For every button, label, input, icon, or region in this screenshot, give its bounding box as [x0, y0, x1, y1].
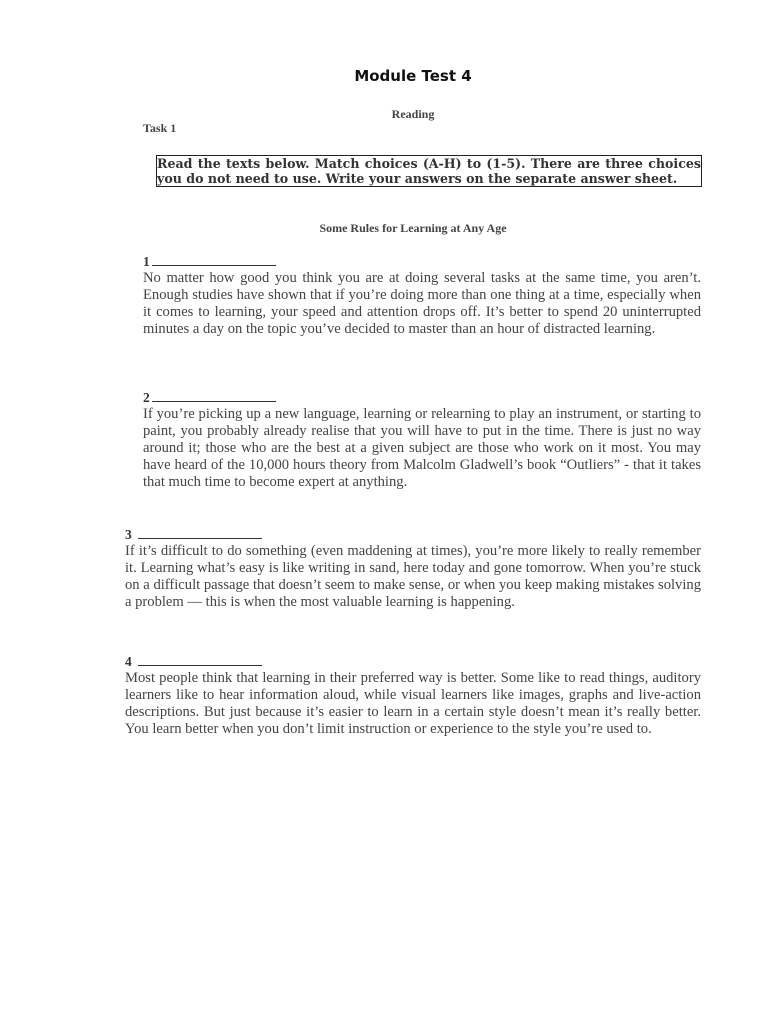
- task-label: Task 1: [143, 121, 177, 135]
- paragraph-2: [143, 389, 701, 491]
- answer-blank: [152, 253, 276, 266]
- text-title: Some Rules for Learning at Any Age: [319, 221, 507, 235]
- answer-number: 3: [125, 527, 132, 542]
- answer-line-3: [125, 526, 701, 543]
- paragraph-text: If you’re picking up a new language, learning or relearning to play an instrument, or starting to paint, you probably already realise that you will have to put in the time. There is just no way around it; those who are the best at a given subject are those who work on it most. You may have heard of the 10,000 hours theory from Malcolm Gladwell’s book “Outliers” - that it takes that much time to become expert at anything.: [143, 406, 701, 490]
- answer-blank: [152, 389, 276, 402]
- paragraph-text: If it’s difficult to do something (even maddening at times), you’re more likely to really remember it. Learning what’s easy is like writing in sand, here today and gone tomorrow. When you’re stuck on a difficult passage that doesn’t seem to make sense, or when you keep making mistakes solving a problem — this is when the most valuable learning is happening.: [125, 543, 701, 610]
- answer-number: 4: [125, 654, 132, 669]
- paragraph-1: [143, 253, 701, 338]
- paragraph-3: [125, 526, 701, 611]
- answer-number: 1: [143, 254, 150, 269]
- page-title: Module Test 4: [354, 67, 472, 85]
- paragraph-text: No matter how good you think you are at doing several tasks at the same time, you aren’t. Enough studies have shown that if you’re doing more than one thing at a time, especially when it comes to learning, your speed and attention drops off. It’s better to spend 20 uninterrupted minutes a day on the topic you’ve decided to master than an hour of distracted learning.: [143, 270, 701, 337]
- answer-line-4: [125, 653, 701, 670]
- answer-line-1: [143, 253, 701, 270]
- instructions-box: Read the texts below. Match choices (A-H) to (1-5). There are three choices you do not need to use. Write your answers on the separate answer sheet.: [157, 156, 701, 186]
- paragraph-4: [125, 653, 701, 738]
- section-heading: Reading: [391, 107, 435, 121]
- paragraph-text: Most people think that learning in their preferred way is better. Some like to read things, auditory learners like to hear information aloud, while visual learners like images, graphs and live-action descriptions. But just because it’s easier to learn in a certain style doesn’t mean it’s really better. You learn better when you don’t limit instruction or experience to the style you’re used to.: [125, 670, 701, 737]
- answer-blank: [138, 653, 262, 666]
- answer-blank: [138, 526, 262, 539]
- answer-number: 2: [143, 390, 150, 405]
- answer-line-2: [143, 389, 701, 406]
